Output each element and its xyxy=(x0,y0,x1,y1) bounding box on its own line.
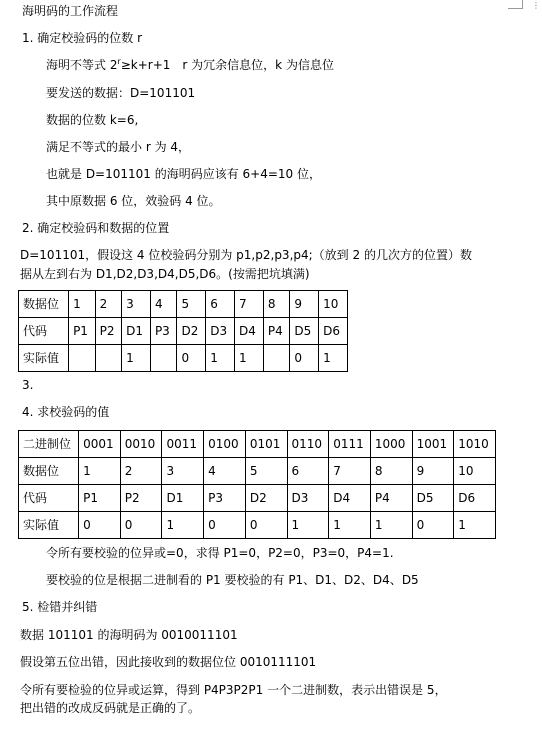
binary-table-cell: 1001 xyxy=(412,431,454,458)
position-table-cell: 0 xyxy=(177,345,206,372)
position-table-cell: 6 xyxy=(206,291,235,318)
position-table-cell: 5 xyxy=(177,291,206,318)
binary-table-cell: 0011 xyxy=(162,431,204,458)
more-icon: ⋮ xyxy=(532,1,540,10)
section5-heading: 5. 检错并纠错 xyxy=(22,600,98,614)
position-table-cell: 实际值 xyxy=(19,345,69,372)
position-table-cell: 数据位 xyxy=(19,291,69,318)
binary-table-cell: D6 xyxy=(454,485,496,512)
binary-table-cell: 1 xyxy=(329,512,371,539)
position-table-cell: D1 xyxy=(122,318,151,345)
position-table-cell: D3 xyxy=(206,318,235,345)
position-table-row xyxy=(19,318,348,345)
binary-table-cell: 0001 xyxy=(79,431,121,458)
binary-table-cell: D3 xyxy=(287,485,329,512)
position-table-cell: D2 xyxy=(177,318,206,345)
binary-table-cell: 1 xyxy=(454,512,496,539)
binary-table-cell: 代码 xyxy=(19,485,79,512)
binary-table-cell: 5 xyxy=(245,458,287,485)
binary-table-cell: 1010 xyxy=(454,431,496,458)
data-to-send: 要发送的数据：D=101101 xyxy=(46,86,196,100)
binary-table-cell: 2 xyxy=(120,458,162,485)
position-table-cell: 4 xyxy=(150,291,177,318)
section4-heading: 4. 求校验码的值 xyxy=(22,405,110,419)
inequality-suffix: ≥k+r+1 r 为冗余信息位，k 为信息位 xyxy=(120,58,334,72)
check-bits-text: 要校验的位是根据二进制看的 P1 要校验的有 P1、D1、D2、D4、D5 xyxy=(46,573,419,587)
section2-heading: 2. 确定校验码和数据的位置 xyxy=(22,221,170,235)
position-table-cell xyxy=(69,345,96,372)
binary-table-cell: 9 xyxy=(412,458,454,485)
binary-table-row xyxy=(19,485,496,512)
position-table-cell: 1 xyxy=(319,345,348,372)
page-corner-mark xyxy=(508,0,523,9)
binary-table-cell: 1 xyxy=(162,512,204,539)
received-data-text: 假设第五位出错，因此接收到的数据位位 0010111101 xyxy=(20,655,317,669)
position-table-cell: 1 xyxy=(206,345,235,372)
binary-table-cell: P4 xyxy=(370,485,412,512)
binary-table-cell: 1 xyxy=(287,512,329,539)
position-table-cell: 1 xyxy=(235,345,264,372)
binary-table-cell: 数据位 xyxy=(19,458,79,485)
position-table-cell: P4 xyxy=(263,318,290,345)
binary-table-cell: 3 xyxy=(162,458,204,485)
binary-table-cell: P2 xyxy=(120,485,162,512)
position-table-cell: D4 xyxy=(235,318,264,345)
position-table-cell: 代码 xyxy=(19,318,69,345)
binary-table-cell: 二进制位 xyxy=(19,431,79,458)
position-table-row xyxy=(19,291,348,318)
min-r-text: 满足不等式的最小 r 为 4， xyxy=(46,140,191,154)
position-table-cell: P3 xyxy=(150,318,177,345)
section3-heading: 3. xyxy=(22,378,34,392)
binary-table-cell: 1 xyxy=(370,512,412,539)
binary-table-cell: 4 xyxy=(204,458,246,485)
position-table-cell: 7 xyxy=(235,291,264,318)
inequality-exponent: r xyxy=(117,57,121,66)
hamming-length-text: 也就是 D=101101 的海明码应该有 6+4=10 位， xyxy=(46,167,322,181)
binary-table-cell: 0101 xyxy=(245,431,287,458)
position-table-cell: 0 xyxy=(290,345,319,372)
position-table-cell xyxy=(95,345,122,372)
binary-table-cell: P3 xyxy=(204,485,246,512)
position-table-cell: 8 xyxy=(263,291,290,318)
binary-table-row xyxy=(19,512,496,539)
binary-table-cell: D5 xyxy=(412,485,454,512)
xor-result-text: 令所有要校验的位异或=0，求得 P1=0，P2=0，P3=0，P4=1. xyxy=(46,546,394,560)
position-table-cell xyxy=(263,345,290,372)
binary-table-cell: 0110 xyxy=(287,431,329,458)
binary-table-cell: 实际值 xyxy=(19,512,79,539)
binary-table-cell: 0 xyxy=(204,512,246,539)
binary-table-cell: 8 xyxy=(370,458,412,485)
position-table-body xyxy=(19,291,348,372)
section2-para-line1: D=101101，假设这 4 位校验码分别为 p1,p2,p3,p4;（放到 2 的几次方的位置）数 xyxy=(20,248,472,262)
hamming-code-text: 数据 101101 的海明码为 0010011101 xyxy=(20,628,238,642)
binary-table-cell: 0010 xyxy=(120,431,162,458)
position-table-cell: 10 xyxy=(319,291,348,318)
position-table-cell: 1 xyxy=(69,291,96,318)
position-table-cell: P2 xyxy=(95,318,122,345)
position-table-cell: 2 xyxy=(95,291,122,318)
binary-table-cell: 10 xyxy=(454,458,496,485)
position-table-cell: 3 xyxy=(122,291,151,318)
binary-table-body xyxy=(19,431,496,539)
position-table xyxy=(18,290,348,372)
binary-table-cell: 0 xyxy=(120,512,162,539)
binary-table-cell: D1 xyxy=(162,485,204,512)
binary-table xyxy=(18,430,496,539)
binary-table-cell: 1 xyxy=(79,458,121,485)
binary-table-cell: 7 xyxy=(329,458,371,485)
position-table-cell: D6 xyxy=(319,318,348,345)
binary-table-row xyxy=(19,431,496,458)
page-title: 海明码的工作流程 xyxy=(22,4,119,18)
binary-table-cell: 1000 xyxy=(370,431,412,458)
binary-table-cell: P1 xyxy=(79,485,121,512)
binary-table-cell: 0111 xyxy=(329,431,371,458)
binary-table-cell: D2 xyxy=(245,485,287,512)
binary-table-row xyxy=(19,458,496,485)
section2-para-line2: 据从左到右为 D1,D2,D3,D4,D5,D6。(按需把坑填满) xyxy=(20,267,310,281)
binary-table-cell: 0100 xyxy=(204,431,246,458)
position-table-cell: D5 xyxy=(290,318,319,345)
data-bit-count: 数据的位数 k=6, xyxy=(46,113,139,127)
section1-heading: 1. 确定校验码的位数 r xyxy=(22,31,143,45)
error-detect-line1: 令所有要检验的位异或运算，得到 P4P3P2P1 一个二进制数，表示出错误是 5， xyxy=(20,683,447,697)
binary-table-cell: 0 xyxy=(79,512,121,539)
inequality-prefix: 海明不等式 2 xyxy=(46,58,118,72)
position-table-cell xyxy=(150,345,177,372)
position-table-row xyxy=(19,345,348,372)
binary-table-cell: D4 xyxy=(329,485,371,512)
bit-split-text: 其中原数据 6 位，效验码 4 位。 xyxy=(46,194,221,208)
error-detect-line2: 把出错的改成反码就是正确的了。 xyxy=(20,701,201,715)
hamming-inequality xyxy=(46,57,334,73)
position-table-cell: 1 xyxy=(122,345,151,372)
binary-table-cell: 6 xyxy=(287,458,329,485)
position-table-cell: P1 xyxy=(69,318,96,345)
binary-table-cell: 0 xyxy=(412,512,454,539)
binary-table-cell: 0 xyxy=(245,512,287,539)
position-table-cell: 9 xyxy=(290,291,319,318)
